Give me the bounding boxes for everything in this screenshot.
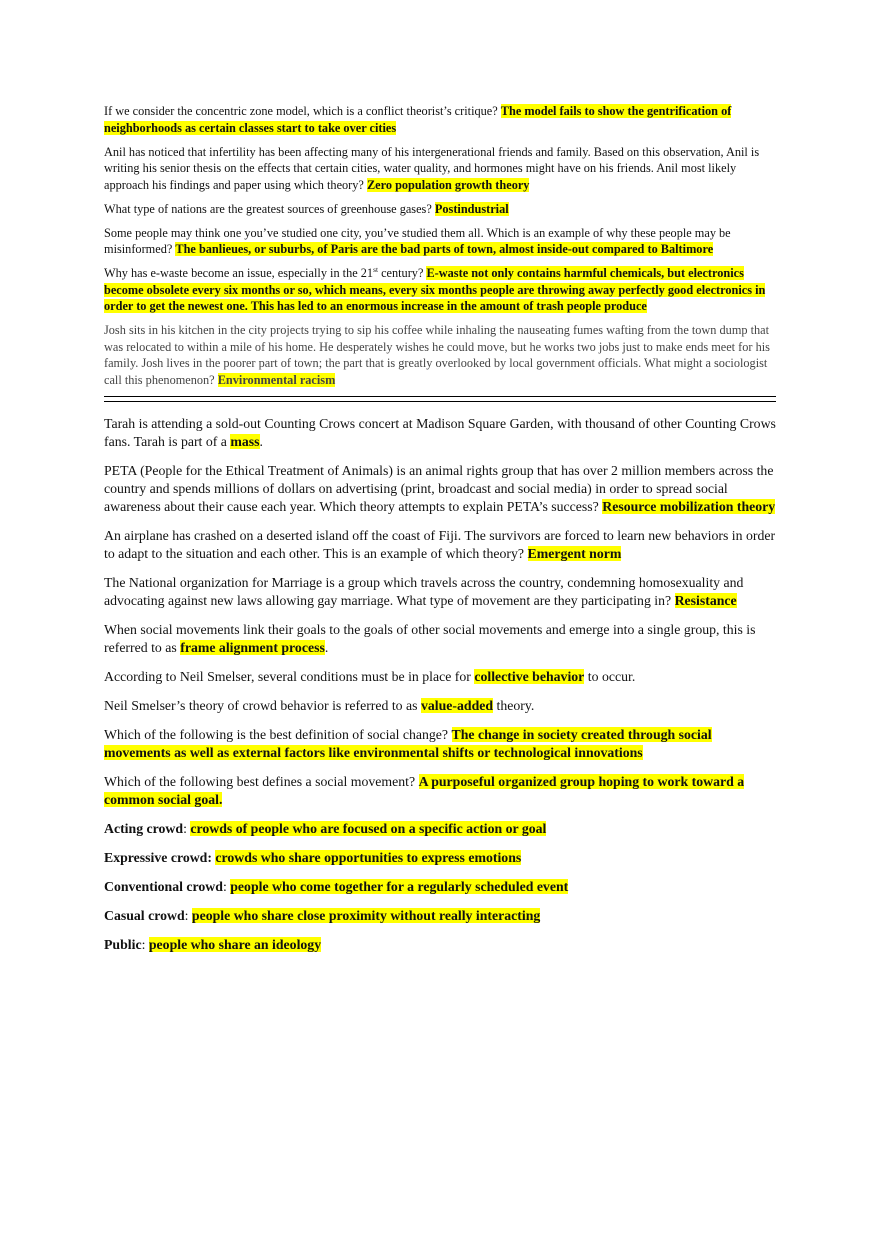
double-rule-divider	[104, 396, 776, 402]
question-text: Neil Smelser’s theory of crowd behavior is referred to as	[104, 697, 421, 713]
question-text: If we consider the concentric zone model, which is a conflict theorist’s critique?	[104, 104, 501, 118]
definition-item	[104, 820, 776, 838]
question-item	[104, 668, 776, 686]
question-item	[104, 621, 776, 657]
answer-highlight: The change in society created through social movements as well as external factors like environmental shifts or technological innovations	[104, 726, 712, 760]
question-text: century?	[378, 266, 427, 280]
answer-highlight: Postindustrial	[434, 201, 509, 216]
question-item	[104, 225, 776, 258]
answer-highlight: value-added	[420, 697, 494, 713]
question-section-1	[104, 103, 776, 388]
answer-highlight: Environmental racism	[217, 372, 336, 387]
definition-term: Acting crowd	[104, 820, 184, 836]
definition-separator: :	[184, 907, 192, 923]
definition-text: people who share an ideology	[148, 936, 322, 952]
question-text: Josh sits in his kitchen in the city projects trying to sip his coffee while inhaling the nauseating fumes wafting from the town dump that was relocated to within a mile of his home. He desperately wishes he could move, but he works two jobs just to make ends meet for his family. Josh lives in the poorer part of town; the part that is greatly overlooked by local government officials. What might a sociologist call this phenomenon?	[104, 323, 770, 387]
answer-highlight: mass	[230, 433, 260, 449]
answer-highlight: The model fails to show the gentrification of neighborhoods as certain classes start to take over cities	[104, 104, 732, 135]
question-text: When social movements link their goals to the goals of other social movements and emerge into a single group, this is referred to as	[104, 621, 756, 655]
answer-highlight: collective behavior	[474, 668, 585, 684]
question-item	[104, 527, 776, 563]
definition-item	[104, 849, 776, 867]
question-text: PETA (People for the Ethical Treatment of Animals) is an animal rights group that has over 2 million members across the country and spends millions of dollars on advertising (print, broadcast and social media) in order to spread social awareness about their cause each year. Which theory attempts to explain PETA’s success?	[104, 462, 774, 514]
definition-term: Casual crowd	[104, 907, 185, 923]
definition-term: Conventional crowd	[104, 878, 223, 894]
question-item	[104, 322, 776, 388]
superscript: st	[373, 264, 378, 274]
question-suffix: .	[324, 639, 329, 655]
question-text: Which of the following best defines a social movement?	[104, 773, 419, 789]
question-text: Which of the following is the best definition of social change?	[104, 726, 452, 742]
question-text: Some people may think one you’ve studied one city, you’ve studied them all. Which is an example of why these people may be misinformed?	[104, 225, 731, 256]
definition-item	[104, 936, 776, 954]
question-text: Why has e-waste become an issue, especially in the 21	[104, 266, 374, 280]
answer-highlight: Zero population growth theory	[366, 177, 530, 192]
question-item	[104, 265, 776, 315]
definition-separator: :	[222, 878, 231, 894]
answer-highlight: Resistance	[674, 592, 737, 608]
question-item	[104, 773, 776, 809]
answer-highlight: frame alignment process	[180, 639, 325, 655]
definition-item	[104, 878, 776, 896]
definition-text: people who come together for a regularly scheduled event	[230, 878, 569, 894]
question-suffix: .	[259, 433, 263, 449]
definition-text: crowds of people who are focused on a specific action or goal	[190, 820, 547, 836]
question-item	[104, 201, 776, 218]
question-suffix: theory.	[493, 697, 535, 713]
question-item	[104, 574, 776, 610]
document-page	[104, 103, 776, 965]
question-text: According to Neil Smelser, several conditions must be in place for	[104, 668, 475, 684]
answer-highlight: E-waste not only contains harmful chemicals, but electronics become obsolete every six months or so, which means, every six months people are throwing away perfectly good electronics in order to get the newest one. This has led to an enormous increase in the amount of trash people produce	[104, 266, 766, 313]
question-text: Anil has noticed that infertility has been affecting many of his intergenerational friends and family. Based on this observation, Anil is writing his senior thesis on the effects that certain cities, water quality, and hormones might have on his friends. Anil most likely approach his findings and paper using which theory?	[104, 144, 760, 192]
question-item	[104, 415, 776, 451]
question-item	[104, 697, 776, 715]
answer-highlight: Emergent norm	[527, 545, 622, 561]
definition-item	[104, 907, 776, 925]
definition-text: people who share close proximity without really interacting	[191, 907, 541, 923]
question-section-2	[104, 415, 776, 954]
question-text: An airplane has crashed on a deserted island off the coast of Fiji. The survivors are forced to learn new behaviors in order to adapt to the situation and each other. This is an example of which theory?	[104, 527, 776, 561]
question-item	[104, 144, 776, 194]
definition-separator: :	[141, 936, 149, 952]
question-text: Tarah is attending a sold-out Counting Crows concert at Madison Square Garden, with thousand of other Counting Crows fans. Tarah is part of a	[104, 415, 776, 449]
answer-highlight: Resource mobilization theory	[602, 498, 776, 514]
definition-separator: :	[183, 820, 191, 836]
question-text: What type of nations are the greatest sources of greenhouse gases?	[104, 201, 435, 216]
definition-term: Public	[104, 936, 142, 952]
question-suffix: to occur.	[584, 668, 636, 684]
question-text: The National organization for Marriage is a group which travels across the country, condemning homosexuality and advocating against new laws allowing gay marriage. What type of movement are they participating in?	[104, 574, 744, 608]
answer-highlight: The banlieues, or suburbs, of Paris are the bad parts of town, almost inside-out compared to Baltimore	[175, 242, 714, 256]
question-item	[104, 462, 776, 516]
answer-highlight: A purposeful organized group hoping to work toward a common social goal.	[104, 773, 745, 807]
question-item	[104, 726, 776, 762]
definition-term: Expressive crowd:	[104, 849, 212, 865]
question-item	[104, 103, 776, 136]
definition-text: crowds who share opportunities to express emotions	[215, 849, 522, 865]
